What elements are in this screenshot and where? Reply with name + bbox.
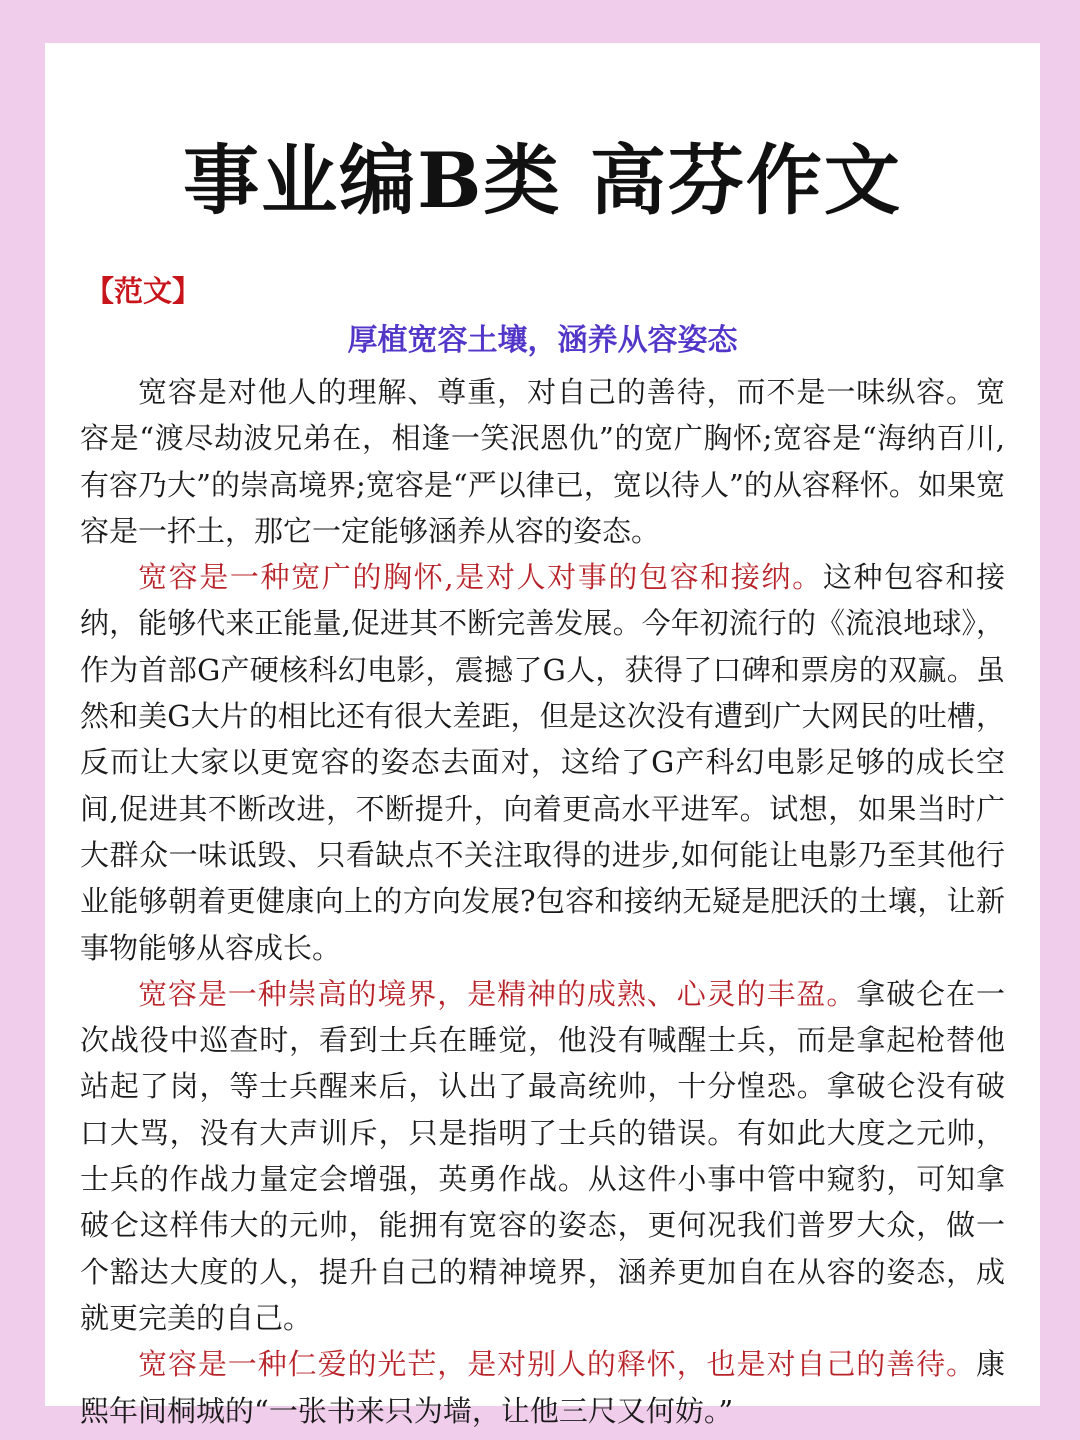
- document-page: [45, 43, 1040, 1428]
- paragraph-4: [80, 1341, 1005, 1434]
- paragraph-4-text: 康熙年间桐城的“一张书来只为墙，让他三尺又何妨。”: [80, 1347, 1005, 1428]
- paragraph-3: [80, 971, 1005, 1341]
- paragraph-2: [80, 554, 1005, 971]
- paragraph-2-highlight: 宽容是一种宽广的胸怀,是对人对事的包容和接纳。: [138, 560, 823, 595]
- paragraph-4-highlight: 宽容是一种仁爱的光芒，是对别人的释怀，也是对自己的善待。: [138, 1347, 976, 1382]
- paragraph-1-text: 宽容是对他人的理解、尊重，对自己的善待，而不是一味纵容。宽容是“渡尽劫波兄弟在，相逢一笑泯恩仇”的宽广胸怀;宽容是“海纳百川,有容乃大”的崇高境界;宽容是“严以律已，宽以待人”的从容释怀。如果宽容是一抔土，那它一定能够涵养从容的姿态。: [80, 375, 1005, 548]
- section-tag: 【范文】: [85, 274, 202, 308]
- essay-body: [80, 369, 1005, 1434]
- paragraph-3-highlight: 宽容是一种崇高的境界，是精神的成熟、心灵的丰盈。: [138, 976, 857, 1011]
- paragraph-3-text: 拿破仑在一次战役中巡查时，看到士兵在睡觉，他没有喊醒士兵，而是拿起枪替他站起了岗，等士兵醒来后，认出了最高统帅，十分惶恐。拿破仑没有破口大骂，没有大声训斥，只是指明了士兵的错误。有如此大度之元帅，士兵的作战力量定会增强，英勇作战。从这件小事中管中窥豹，可知拿破仑这样伟大的元帅，能拥有宽容的姿态，更何况我们普罗大众，做一个豁达大度的人，提升自己的精神境界，涵养更加自在从容的姿态，成就更完美的自己。: [80, 976, 1005, 1335]
- essay-title: 厚植宽容土壤，涵养从容姿态: [347, 323, 738, 358]
- page-title: 事业编B类 高芬作文: [183, 136, 902, 225]
- paragraph-1: [80, 369, 1005, 554]
- paragraph-2-text: 这种包容和接纳，能够代来正能量,促进其不断完善发展。今年初流行的《流浪地球》，作为首部G产硬核科幻电影，震撼了G人，获得了口碑和票房的双赢。虽然和美G大片的相比还有很大差距，但是这次没有遭到广大网民的吐槽，反而让大家以更宽容的姿态去面对，这给了G产科幻电影足够的成长空间,促进其不断改进，不断提升，向着更高水平进军。试想，如果当时广大群众一味诋毁、只看缺点不关注取得的进步,如何能让电影乃至其他行业能够朝着更健康向上的方向发展?包容和接纳无疑是肥沃的土壤，让新事物能够从容成长。: [80, 560, 1005, 965]
